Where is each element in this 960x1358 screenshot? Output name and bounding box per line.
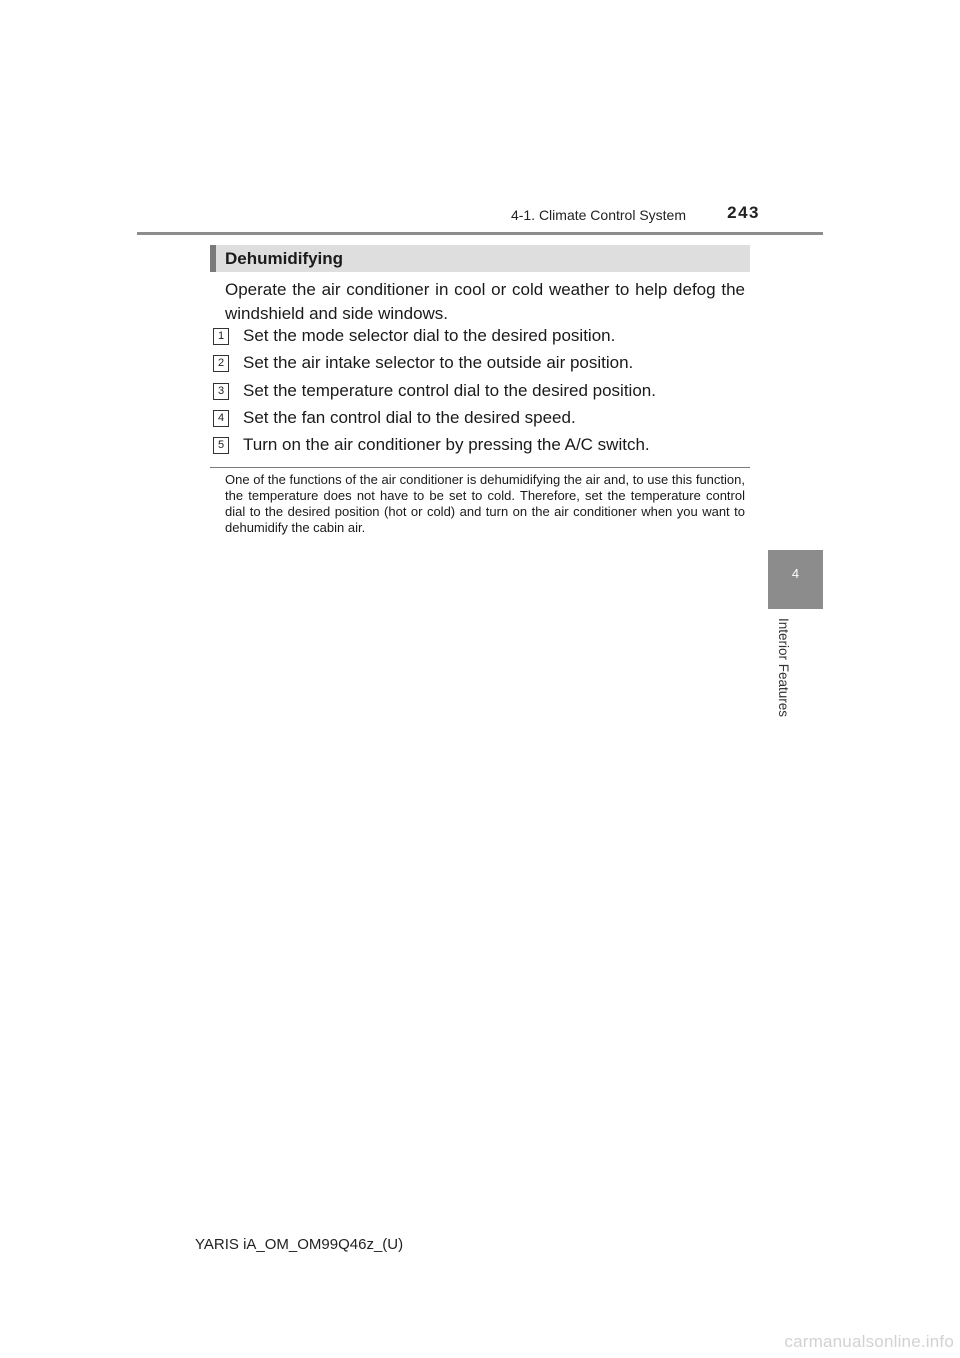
intro-paragraph: Operate the air conditioner in cool or cold weather to help defog the windshield and side windows. [225,280,745,323]
note-divider [210,467,750,468]
step-text: Set the temperature control dial to the desired position. [243,380,656,400]
section-heading-bar [210,245,750,272]
section-title: Dehumidifying [225,249,344,268]
watermark: carmanualsonline.info [784,1332,954,1351]
step-text: Set the fan control dial to the desired speed. [243,407,576,427]
step-item [213,351,753,378]
step-item [213,324,753,351]
page-number: 243 [727,203,760,222]
chapter-tab [768,550,823,609]
step-number-badge: 1 [213,328,229,345]
step-number-badge: 5 [213,437,229,454]
step-text: Set the mode selector dial to the desired position. [243,326,616,345]
header-section-title: 4-1. Climate Control System [510,207,686,223]
step-item [213,433,753,460]
step-text: Turn on the air conditioner by pressing the A/C switch. [243,435,650,454]
step-number-badge: 2 [213,355,229,372]
step-number-badge: 4 [213,410,229,427]
chapter-title: Interior Features [776,618,791,718]
chapter-number: 4 [791,566,800,581]
step-list [213,324,753,460]
step-item [213,406,753,433]
header-rule [137,232,823,235]
step-number-badge: 3 [213,383,229,400]
step-item [213,379,753,406]
step-text: Set the air intake selector to the outside air position. [243,353,634,373]
section-heading-accent [210,245,216,272]
footer-doc-id: YARIS iA_OM_OM99Q46z_(U) [195,1236,404,1253]
note-paragraph: One of the functions of the air conditioner is dehumidifying the air and, to use this function, the temperature does not have to be set to cold. Therefore, set the temperature control dial to the desired position (hot or cold) and turn on the air conditioner when you want to dehumidify the cabin air. [225,472,745,535]
